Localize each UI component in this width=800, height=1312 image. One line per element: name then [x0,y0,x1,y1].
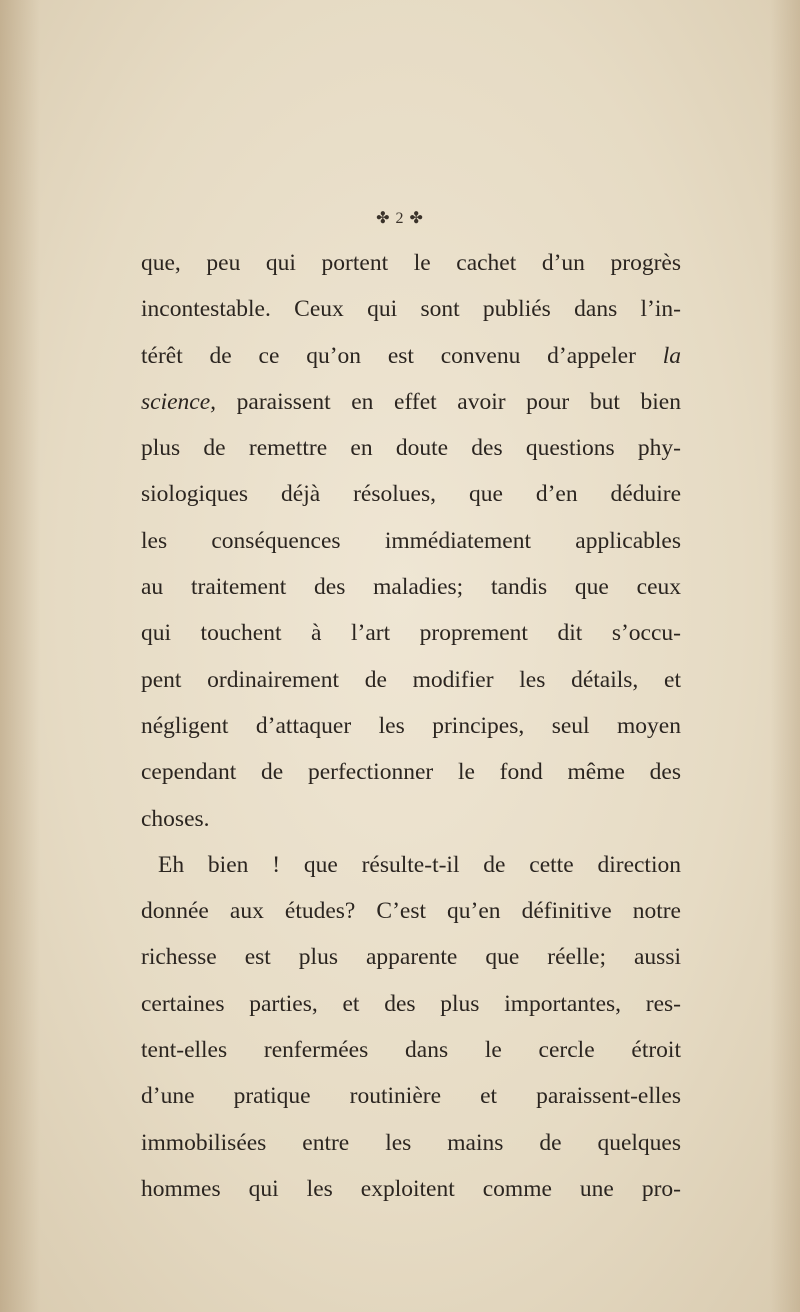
text-segment: térêt de ce qu’on est convenu d’appeler [141,342,636,369]
text-line: incontestable. Ceux qui sont publiés dans l’in- [141,296,681,323]
text-line: au traitement des maladies; tandis que ceux [141,574,681,601]
text-line: siologiques déjà résolues, que d’en déduire [141,481,681,508]
text-line: qui touchent à l’art proprement dit s’occu- [141,620,681,647]
text-line: plus de remettre en doute des questions phy- [141,435,681,462]
page-number: ✤ 2 ✤ [376,210,424,227]
text-line: d’une pratique routinière et paraissent-elles [141,1083,681,1110]
text-segment: paraissent en effet avoir pour but bien [236,388,681,415]
text-line: certaines parties, et des plus importantes, res- [141,990,681,1017]
text-line: Eh bien ! que résulte-t-il de cette direction [158,851,681,878]
text-line: que, peu qui portent le cachet d’un progrès [141,250,681,276]
text-line: choses. [141,805,210,832]
page-edge-shadow-right [770,0,800,1312]
italic-text: science, [141,388,217,415]
page-edge-shadow-left [0,0,40,1312]
text-line: immobilisées entre les mains de quelques [141,1129,681,1156]
text-line [141,333,681,379]
text-line: les conséquences immédiatement applicables [141,527,681,554]
text-line: négligent d’attaquer les principes, seul moyen [141,712,681,739]
text-line: richesse est plus apparente que réelle; aussi [141,944,681,971]
text-line: donnée aux études? C’est qu’en définitive notre [141,898,681,925]
text-line: pent ordinairement de modifier les détails, et [141,666,681,693]
text-line [141,379,681,425]
text-line: hommes qui les exploitent comme une pro- [141,1175,681,1202]
text-line: tent-elles renfermées dans le cercle étroit [141,1037,681,1064]
text-line: cependant de perfectionner le fond même des [141,759,681,786]
italic-text: la [662,342,681,369]
body-text [141,240,681,1212]
